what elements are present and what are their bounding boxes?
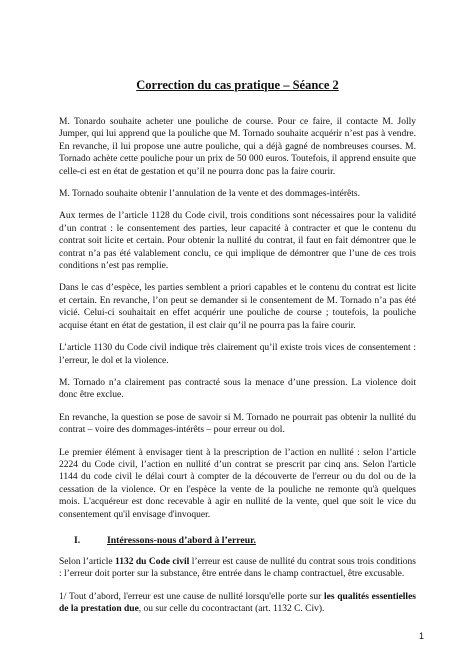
paragraph-4: Dans le cas d’espèce, les parties semblent a priori capables et le contenu du contrat est licite et certain. En revanche, l’on peut se demander si le consentement de M. Tornado n’a pas été vicié. Celui-ci souhaitait en effet acquérir une pouliche de course ; toutefois, la pouliche acquise étant en état de gestation, il est clair qu’il ne pourra pas la faire courir. [59,283,416,331]
paragraph-5: L’article 1130 du Code civil indique très clairement qu’il existe trois vices de consentement : l’erreur, le dol et la violence. [59,343,416,366]
paragraph-10-bold: les qualités essentielles de la prestation due [59,591,416,615]
section-number: I. [74,534,81,546]
paragraph-9 [59,556,416,581]
document-title: Correction du cas pratique – Séance 2 [136,78,339,92]
paragraph-9-bold: 1132 du Code civil [115,556,190,567]
section-title: Intéressons-nous d’abord à l’erreur. [107,534,256,546]
section-heading [59,535,416,547]
paragraph-10-text-a: 1/ Tout d’abord, l'erreur est une cause de nullité lorsqu'elle porte sur [59,591,324,602]
paragraph-7: En revanche, la question se pose de savoir si M. Tornado ne pourrait pas obtenir la nullité du contrat – voire des dommages-intérêts – pour erreur ou dol. [59,412,416,436]
paragraph-2: M. Tornado souhaite obtenir l’annulation de la vente et des dommages-intérêts. [59,189,360,200]
paragraph-8: Le premier élément à envisager tient à la prescription de l’action en nullité : selon l’article 2224 du Code civil, l’action en nullité d’un contrat se prescrit par cinq ans. Selon l'article 1144 du code civil le délai court à compter de la découverte de l'erreur ou du dol ou de la cessation de la violence. Or en l'espèce la vente de la pouliche ne remonte qu'à quelques mois. L'acquéreur est donc recevable à agir en nullité de la vente, quel que soit le vice du consentement qu'il envisage d'invoquer. [59,447,416,520]
paragraph-10-text-c: , ou sur celle du cocontractant (art. 1132 C. Civ). [138,604,325,615]
paragraph-3: Aux termes de l’article 1128 du Code civil, trois conditions sont nécessaires pour la validité d’un contrat : le consentement des parties, leur capacité à contracter et que le contenu du contrat soit licite et certain. Pour obtenir la nullité du contrat, il faut en fait démontrer que le contrat n’a pas été valablement conclu, ce qui implique de démontrer que l’une de ces trois conditions n’est pas remplie. [59,211,416,272]
page-number: 1 [418,631,424,641]
paragraph-10 [59,591,416,616]
paragraph-6: M. Tornado n’a clairement pas contracté sous la menace d’une pression. La violence doit donc être exclue. [59,377,416,401]
paragraph-9-text-a: Selon l’article [59,556,115,567]
paragraph-1: M. Tonardo souhaite acheter une pouliche de course. Pour ce faire, il contacte M. Jolly Jumper, qui lui apprend que la pouliche que M. Tornado souhaite acquérir n’est pas à vendre. En revanche, il lui propose une autre pouliche, qui a déjà gagné de nombreuses courses. M. Tornado achète cette pouliche pour un prix de 50 000 euros. Toutefois, il apprend ensuite que celle-ci est en état de gestation et qu’il ne pourra donc pas la faire courir. [59,117,416,177]
paragraph-9-text-c: l’erreur est cause de nullité du contrat sous trois conditions : l’erreur doit porter sur la substance, être entrée dans le champ contractuel, être excusable. [59,556,416,580]
